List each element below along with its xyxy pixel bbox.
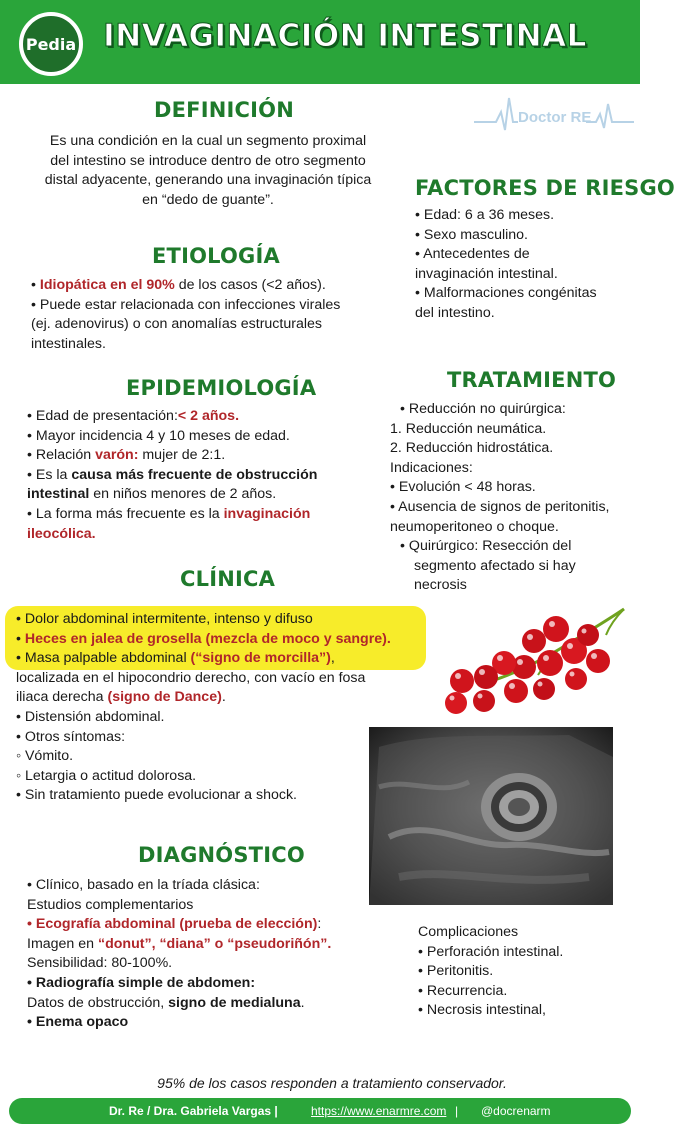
definicion-title: DEFINICIÓN: [154, 98, 294, 122]
watermark-text: Doctor RE: [518, 109, 592, 126]
footer-link[interactable]: https://www.enarmre.com: [311, 1104, 447, 1118]
diagnostico-line: [27, 915, 387, 935]
epidemiologia-line: [27, 446, 387, 466]
clinica-line: • Sin tratamiento puede evolucionar a shock.: [16, 787, 297, 804]
tratamiento-line: • Reducción no quirúrgica:: [400, 401, 566, 417]
ultrasound-image: [369, 727, 613, 905]
text-part: • Edad de presentación:: [27, 408, 178, 424]
definicion-line: Es una condición en la cual un segmento proximal: [49, 133, 367, 149]
diagnostico-line: [27, 1013, 387, 1033]
factores-line: invaginación intestinal.: [415, 265, 558, 282]
diagnostico-title: DIAGNÓSTICO: [138, 843, 305, 867]
clinica-line: • Dolor abdominal intermitente, intenso y difuso: [16, 611, 313, 627]
etiologia-line: intestinales.: [31, 335, 106, 352]
clinica-highlight: (signo de Dance): [107, 689, 222, 706]
epidemiologia-highlight: invaginación: [223, 505, 311, 522]
tratamiento-line: segmento afectado si hay: [414, 557, 576, 574]
bold-text: signo de medialuna: [168, 994, 301, 1011]
tratamiento-line: Indicaciones:: [390, 459, 473, 476]
tratamiento-line: • Evolución < 48 horas.: [390, 479, 536, 496]
definicion-line: del intestino se introduce dentro de otro segmento: [50, 152, 366, 169]
clinica-line: localizada en el hipocondrio derecho, con vacío en fosa: [16, 669, 366, 686]
text-part: :: [317, 916, 322, 933]
epidemiologia-line: [27, 407, 387, 427]
text-part: .: [221, 689, 226, 706]
bullet: •: [16, 630, 25, 647]
factores-line: • Sexo masculino.: [415, 226, 529, 243]
definicion-text: [22, 132, 394, 210]
clinica-line: [16, 630, 436, 650]
diagnostico-highlight: “donut”, “diana” o “pseudoriñón”.: [98, 935, 332, 952]
factores-line: • Antecedentes de: [415, 246, 530, 263]
epidemiologia-highlight: ileocólica.: [27, 525, 96, 542]
diagnostico-line: • Clínico, basado en la tríada clásica:: [27, 877, 260, 893]
complicaciones-line: • Perforación intestinal.: [418, 943, 564, 960]
epidemiologia-line: [27, 485, 387, 505]
bottom-note: 95% de los casos responden a tratamiento conservador.: [157, 1075, 507, 1091]
tratamiento-line: necrosis: [414, 577, 467, 594]
text-part: • Es la: [27, 466, 72, 483]
diagnostico-line: [27, 994, 387, 1014]
etiologia-text: [31, 276, 401, 354]
factores-list: [415, 206, 635, 324]
factores-line: • Edad: 6 a 36 meses.: [415, 207, 555, 223]
tratamiento-line: neumoperitoneo o choque.: [390, 518, 559, 535]
text-part: .: [300, 994, 305, 1011]
epidemiologia-highlight: varón:: [95, 447, 139, 464]
clinica-line: [16, 649, 436, 669]
text-part: Imagen en: [27, 935, 98, 952]
etiologia-highlight: Idiopática en el 90%: [39, 277, 175, 293]
clinica-line: ◦ Vómito.: [16, 748, 74, 765]
epidemiologia-line: [27, 505, 387, 525]
diagnostico-text: [27, 876, 387, 1033]
epidemiologia-highlight: < 2 años.: [177, 408, 240, 424]
logo-text: Pedia: [25, 34, 77, 54]
text-part: Datos de obstrucción,: [27, 994, 169, 1011]
footer-handle[interactable]: @docrenarm: [481, 1104, 551, 1118]
header-banner: [0, 0, 640, 84]
definicion-line: distal adyacente, generando una invaginación típica: [44, 172, 372, 189]
clinica-line: • Otros síntomas:: [16, 728, 126, 745]
epidemiologia-line: [27, 466, 387, 486]
diagnostico-line: [27, 974, 387, 994]
footer-author: Dr. Re / Dra. Gabriela Vargas |: [109, 1104, 278, 1118]
bold-text: causa más frecuente de obstrucción: [71, 466, 318, 483]
epidemiologia-text: [27, 407, 387, 544]
footer-separator: |: [455, 1104, 459, 1118]
epidemiologia-line: [27, 525, 387, 545]
clinica-highlight: (“signo de morcilla”): [190, 650, 331, 667]
complicaciones-title: Complicaciones: [418, 924, 519, 940]
factores-line: del intestino.: [415, 304, 495, 321]
clinica-highlight: Heces en jalea de grosella (mezcla de moco y sangre).: [24, 630, 391, 647]
bold-text: intestinal: [27, 486, 90, 503]
complicaciones-list: [418, 923, 633, 1021]
tratamiento-text: [390, 400, 638, 596]
red-currant-image: [438, 605, 628, 720]
factores-title: FACTORES DE RIESGO: [415, 176, 675, 200]
text-part: en niños menores de 2 años.: [89, 486, 277, 503]
etiologia-line: (ej. adenovirus) o con anomalías estructurales: [31, 316, 322, 333]
tratamiento-line: • Ausencia de signos de peritonitis,: [390, 498, 610, 515]
etiologia-text-part: de los casos (<2 años).: [174, 277, 326, 293]
bold-text: • Enema opaco: [27, 1014, 129, 1031]
factores-line: • Malformaciones congénitas: [415, 285, 597, 302]
clinica-line: ◦ Letargia o actitud dolorosa.: [16, 767, 197, 784]
tratamiento-line: • Quirúrgico: Resección del: [400, 538, 572, 555]
complicaciones-line: • Recurrencia.: [418, 982, 508, 999]
text-part: mujer de 2:1.: [138, 447, 226, 464]
diagnostico-line: Sensibilidad: 80-100%.: [27, 955, 173, 972]
epidemiologia-title: EPIDEMIOLOGÍA: [126, 376, 317, 400]
complicaciones-line: • Necrosis intestinal,: [418, 1002, 546, 1019]
footer-bar: [9, 1098, 631, 1124]
etiologia-line: [31, 276, 401, 296]
text-part: iliaca derecha: [16, 689, 108, 706]
text-part: • Masa palpable abdominal: [16, 650, 191, 667]
clinica-title: CLÍNICA: [180, 567, 276, 591]
bullet: •: [31, 277, 40, 293]
diagnostico-highlight: • Ecografía abdominal (prueba de elección): [27, 916, 318, 933]
definicion-line: en “dedo de guante”.: [142, 191, 274, 208]
diagnostico-line: Estudios complementarios: [27, 896, 194, 913]
tratamiento-title: TRATAMIENTO: [447, 368, 617, 392]
pedia-logo: [19, 12, 83, 76]
complicaciones-line: • Peritonitis.: [418, 963, 494, 980]
tratamiento-line: 2. Reducción hidrostática.: [390, 440, 554, 457]
diagnostico-line: [27, 935, 387, 955]
epidemiologia-line: • Mayor incidencia 4 y 10 meses de edad.: [27, 427, 290, 444]
clinica-line: [16, 688, 436, 708]
text-part: ,: [330, 650, 335, 667]
doctor-re-watermark: [474, 92, 634, 136]
text-part: • La forma más frecuente es la: [27, 505, 224, 522]
clinica-line: • Distensión abdominal.: [16, 708, 165, 725]
page-title: INVAGINACIÓN INTESTINAL: [103, 18, 587, 54]
text-part: • Relación: [27, 447, 96, 464]
etiologia-line: • Puede estar relacionada con infecciones virales: [31, 296, 341, 313]
tratamiento-line: 1. Reducción neumática.: [390, 420, 547, 437]
bold-text: • Radiografía simple de abdomen:: [27, 974, 256, 991]
etiologia-title: ETIOLOGÍA: [152, 244, 280, 268]
